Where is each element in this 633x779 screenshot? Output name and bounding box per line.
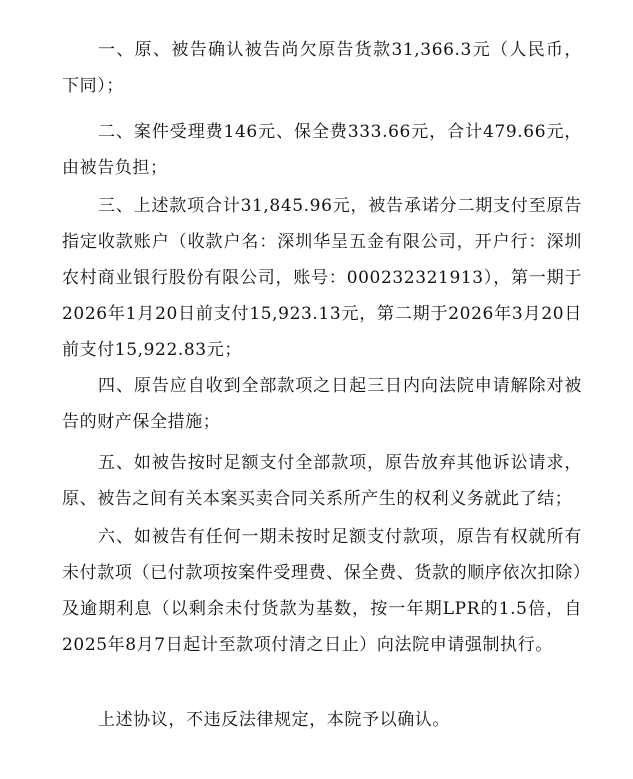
clause-2: 二、案件受理费146元、保全费333.66元，合计479.66元，由被告负担； [62, 122, 582, 178]
clause-3: 三、上述款项合计31,845.96元，被告承诺分二期支付至原告指定收款账户（收款户名：深圳华呈五金有限公司，开户行：深圳农村商业银行股份有限公司，账号：000232321913），第一期于2026年1月20日前支付15,923.13元，第二期于2026年3月20日前支付15,922.83元； [62, 196, 582, 360]
clause-5: 五、如被告按时足额支付全部款项，原告放弃其他诉讼请求，原、被告之间有关本案买卖合同关系所产生的权利义务就此了结； [62, 453, 582, 509]
clause-4: 四、原告应自收到全部款项之日起三日内向法院申请解除对被告的财产保全措施； [62, 376, 582, 432]
clause-1: 一、原、被告确认被告尚欠原告货款31,366.3元（人民币，下同）； [62, 40, 582, 96]
clause-6: 六、如被告有任何一期未按时足额支付款项，原告有权就所有未付款项（已付款项按案件受理费、保全费、货款的顺序依次扣除）及逾期利息（以剩余未付货款为基数，按一年期LPR的1.5倍，自2025年8月7日起计至款项付清之日止）向法院申请强制执行。 [62, 527, 582, 655]
closing-statement: 上述协议，不违反法律规定，本院予以确认。 [98, 710, 450, 730]
